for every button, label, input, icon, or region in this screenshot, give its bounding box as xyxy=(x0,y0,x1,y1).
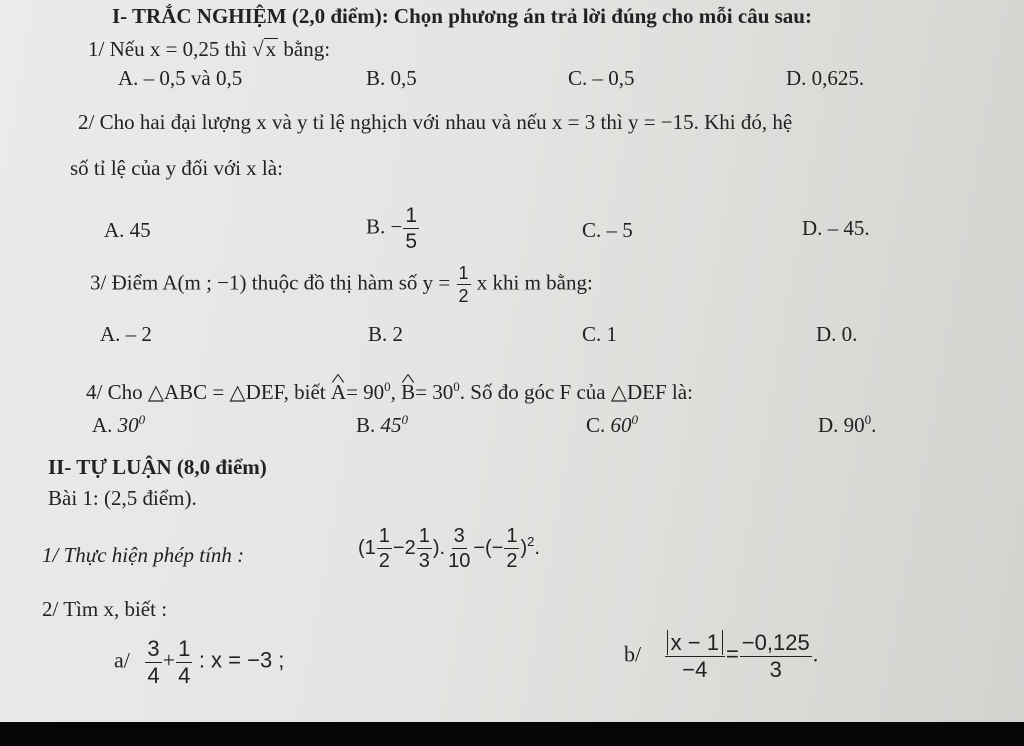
sqrt-symbol: √x xyxy=(252,37,277,61)
item2b xyxy=(624,632,818,681)
fraction-numerator: 1 xyxy=(418,525,430,547)
exponent: 2 xyxy=(527,534,535,550)
expr-part: = xyxy=(725,641,739,667)
degree-mark: 0 xyxy=(631,412,639,427)
fraction-denominator: 3 xyxy=(769,657,782,682)
section2-title: II- TỰ LUẬN (8,0 điểm) xyxy=(48,455,267,479)
q1-option-a: A. – 0,5 và 0,5 xyxy=(118,66,243,90)
degree-mark: 0 xyxy=(864,412,872,427)
absolute-value: x − 1 xyxy=(667,630,723,655)
q4-suffix: . Số đo góc F của △DEF là: xyxy=(459,380,693,404)
q4-stem: 4/ Cho △ABC = △DEF, biết ^ $A= 90^0$, ^ $B= 30^0$. Số đo góc F của △DEF là: xyxy=(86,375,693,404)
q2-option-a: A. 45 xyxy=(104,218,151,242)
q4-prefix: 4/ Cho △ABC = △DEF, biết xyxy=(86,380,326,404)
fraction-numerator: 1 xyxy=(378,525,390,547)
expr-fraction xyxy=(504,526,519,571)
fraction-denominator: 4 xyxy=(178,663,191,688)
fraction-denominator: 2 xyxy=(506,550,518,572)
q3-option-a: A. – 2 xyxy=(100,322,152,346)
expr-fraction xyxy=(446,526,472,571)
expr-part: ) xyxy=(520,536,528,559)
option-label: D. xyxy=(818,413,839,437)
angle-b-value: = 30 xyxy=(415,380,454,404)
degree-mark: 0 xyxy=(384,379,391,394)
degree-mark: 0 xyxy=(401,412,409,427)
fraction-denominator: 10 xyxy=(448,550,471,572)
section1-title: I- TRẮC NGHIỆM (2,0 điểm): Chọn phương án trả lời đúng cho mỗi câu sau: xyxy=(112,4,812,28)
q1-prefix: 1/ Nếu x = 0,25 thì xyxy=(88,37,247,61)
q2-line1: 2/ Cho hai đại lượng x và y tỉ lệ nghịch với nhau và nếu x = 3 thì y = −15. Khi đó, hệ xyxy=(78,110,793,134)
q1-radicand: x xyxy=(265,37,277,61)
q2-option-d: D. – 45. xyxy=(802,216,870,240)
fraction-denominator: 5 xyxy=(405,230,418,253)
q2-option-b-label: B. xyxy=(366,214,386,239)
q3-prefix: 3/ Điểm A(m ; −1) thuộc đồ thị hàm số y = xyxy=(90,270,451,295)
q4-option-d: D. $90^0$. xyxy=(818,412,877,437)
q1-option-b: B. 0,5 xyxy=(366,66,417,90)
option-value: 60 xyxy=(610,413,632,437)
expr-part: . xyxy=(812,641,819,667)
q2-option-b-fraction xyxy=(403,205,419,252)
q2-line2: số tỉ lệ của y đối với x là: xyxy=(70,156,283,180)
q2-option-b-sign: − xyxy=(390,214,403,239)
q2-option-c: C. – 5 xyxy=(582,218,633,242)
option-value: 45 xyxy=(380,413,402,437)
expr-fraction xyxy=(417,526,432,571)
option-label: A. xyxy=(92,413,113,437)
expr-part: (1 xyxy=(358,536,376,559)
item2a xyxy=(114,638,284,687)
expr-part: : x = −3 ; xyxy=(198,647,285,673)
expr-part: . xyxy=(534,536,540,559)
q1-option-d: D. 0,625. xyxy=(786,66,865,90)
q3-stem xyxy=(90,264,593,305)
q1-option-c: C. – 0,5 xyxy=(568,66,635,90)
item2a-fraction xyxy=(145,638,161,687)
option-label: B. xyxy=(356,413,376,437)
option-value: 90 xyxy=(843,413,865,437)
item1-label: 1/ Thực hiện phép tính : xyxy=(42,543,245,567)
q2-option-b xyxy=(366,205,420,252)
item1-expression xyxy=(358,526,540,571)
angle-a-value: = 90 xyxy=(346,380,385,404)
q3-option-c: C. 1 xyxy=(582,322,618,346)
q1-suffix: bằng: xyxy=(283,37,331,61)
fraction-denominator: 3 xyxy=(418,550,430,572)
item2b-fraction-right xyxy=(740,632,812,681)
expr-part: −(− xyxy=(473,536,504,559)
fraction-numerator: 3 xyxy=(147,636,160,661)
expr-fraction xyxy=(377,526,392,571)
fraction-denominator: −4 xyxy=(682,657,708,682)
q3-option-b: B. 2 xyxy=(368,322,404,346)
fraction-denominator: 2 xyxy=(458,286,469,306)
option-value: 30 xyxy=(117,413,139,437)
q3-suffix: x khi m bằng: xyxy=(476,270,593,295)
item2b-fraction-left xyxy=(665,632,725,681)
fraction-numerator: 1 xyxy=(458,263,469,283)
item2a-label: a/ xyxy=(114,647,130,673)
degree-mark: 0 xyxy=(138,412,146,427)
bottom-black-bar xyxy=(0,722,1024,746)
fraction-denominator: 4 xyxy=(147,663,160,688)
q1-stem xyxy=(88,37,330,61)
option-label: C. xyxy=(586,413,606,437)
fraction-numerator: 1 xyxy=(506,525,518,547)
item2-label: 2/ Tìm x, biết : xyxy=(42,597,168,621)
degree-mark: 0 xyxy=(453,379,460,394)
q3-option-d: D. 0. xyxy=(816,322,858,346)
expr-part: + xyxy=(162,647,176,673)
item2a-fraction xyxy=(176,638,192,687)
fraction-denominator: 2 xyxy=(378,550,390,572)
angle-a: ^ A xyxy=(331,380,346,404)
fraction-numerator: 1 xyxy=(405,204,418,227)
q4-option-a xyxy=(92,408,145,437)
fraction-numerator: −0,125 xyxy=(741,630,810,655)
expr-part: −2 xyxy=(392,536,416,559)
q4-option-c xyxy=(586,408,638,437)
item2b-label: b/ xyxy=(624,641,642,667)
expr-part: ). xyxy=(432,536,446,559)
bai1-heading: Bài 1: (2,5 điểm). xyxy=(48,486,197,510)
q4-option-b xyxy=(356,408,408,437)
angle-b: ^ B xyxy=(401,380,415,404)
fraction-numerator: 1 xyxy=(178,636,191,661)
fraction-numerator: 3 xyxy=(453,525,465,547)
q3-fraction xyxy=(457,264,471,305)
